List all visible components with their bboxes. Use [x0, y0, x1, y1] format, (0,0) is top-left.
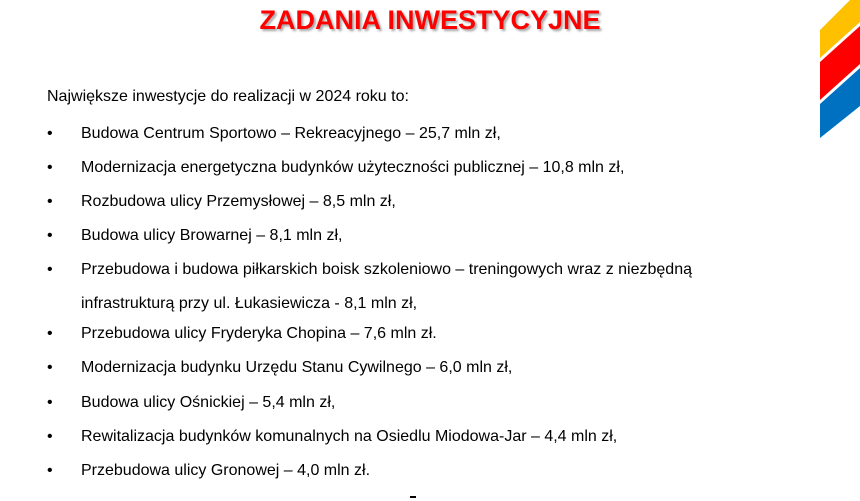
list-item-text: Budowa Centrum Sportowo – Rekreacyjnego – 25,7 mln zł,	[81, 125, 501, 142]
list-item-text: Modernizacja energetyczna budynków użyteczności publicznej – 10,8 mln zł,	[81, 159, 625, 176]
bullet: •	[47, 359, 53, 376]
bullet: •	[47, 125, 53, 142]
bullet: •	[47, 428, 53, 445]
bullet: •	[47, 193, 53, 210]
list-item-text: Budowa ulicy Ośnickiej – 5,4 mln zł,	[81, 394, 336, 411]
list-item-text-continued: infrastrukturą przy ul. Łukasiewicza - 8,1 mln zł,	[81, 295, 418, 312]
list-item-text: Budowa ulicy Browarnej – 8,1 mln zł,	[81, 227, 343, 244]
page-title: ZADANIA INWESTYCYJNE	[259, 5, 601, 35]
bullet: •	[47, 462, 53, 479]
bullet: •	[47, 394, 53, 411]
intro-text: Największe inwestycje do realizacji w 2024 roku to:	[47, 88, 409, 105]
list-item-text: Przebudowa i budowa piłkarskich boisk szkoleniowo – treningowych wraz z niezbędną	[81, 261, 692, 278]
list-item-text: Rozbudowa ulicy Przemysłowej – 8,5 mln zł,	[81, 193, 396, 210]
list-item-text: Modernizacja budynku Urzędu Stanu Cywilnego – 6,0 mln zł,	[81, 359, 513, 376]
bullet: •	[47, 159, 53, 176]
cursor-mark	[410, 496, 416, 498]
list-item-text: Przebudowa ulicy Gronowej – 4,0 mln zł.	[81, 462, 371, 479]
bullet: •	[47, 227, 53, 244]
list-item-text: Przebudowa ulicy Fryderyka Chopina – 7,6 mln zł.	[81, 325, 437, 342]
bullet: •	[47, 325, 53, 342]
corner-decoration	[820, 0, 860, 140]
bullet: •	[47, 261, 53, 278]
list-item-text: Rewitalizacja budynków komunalnych na Osiedlu Miodowa-Jar – 4,4 mln zł,	[81, 428, 618, 445]
